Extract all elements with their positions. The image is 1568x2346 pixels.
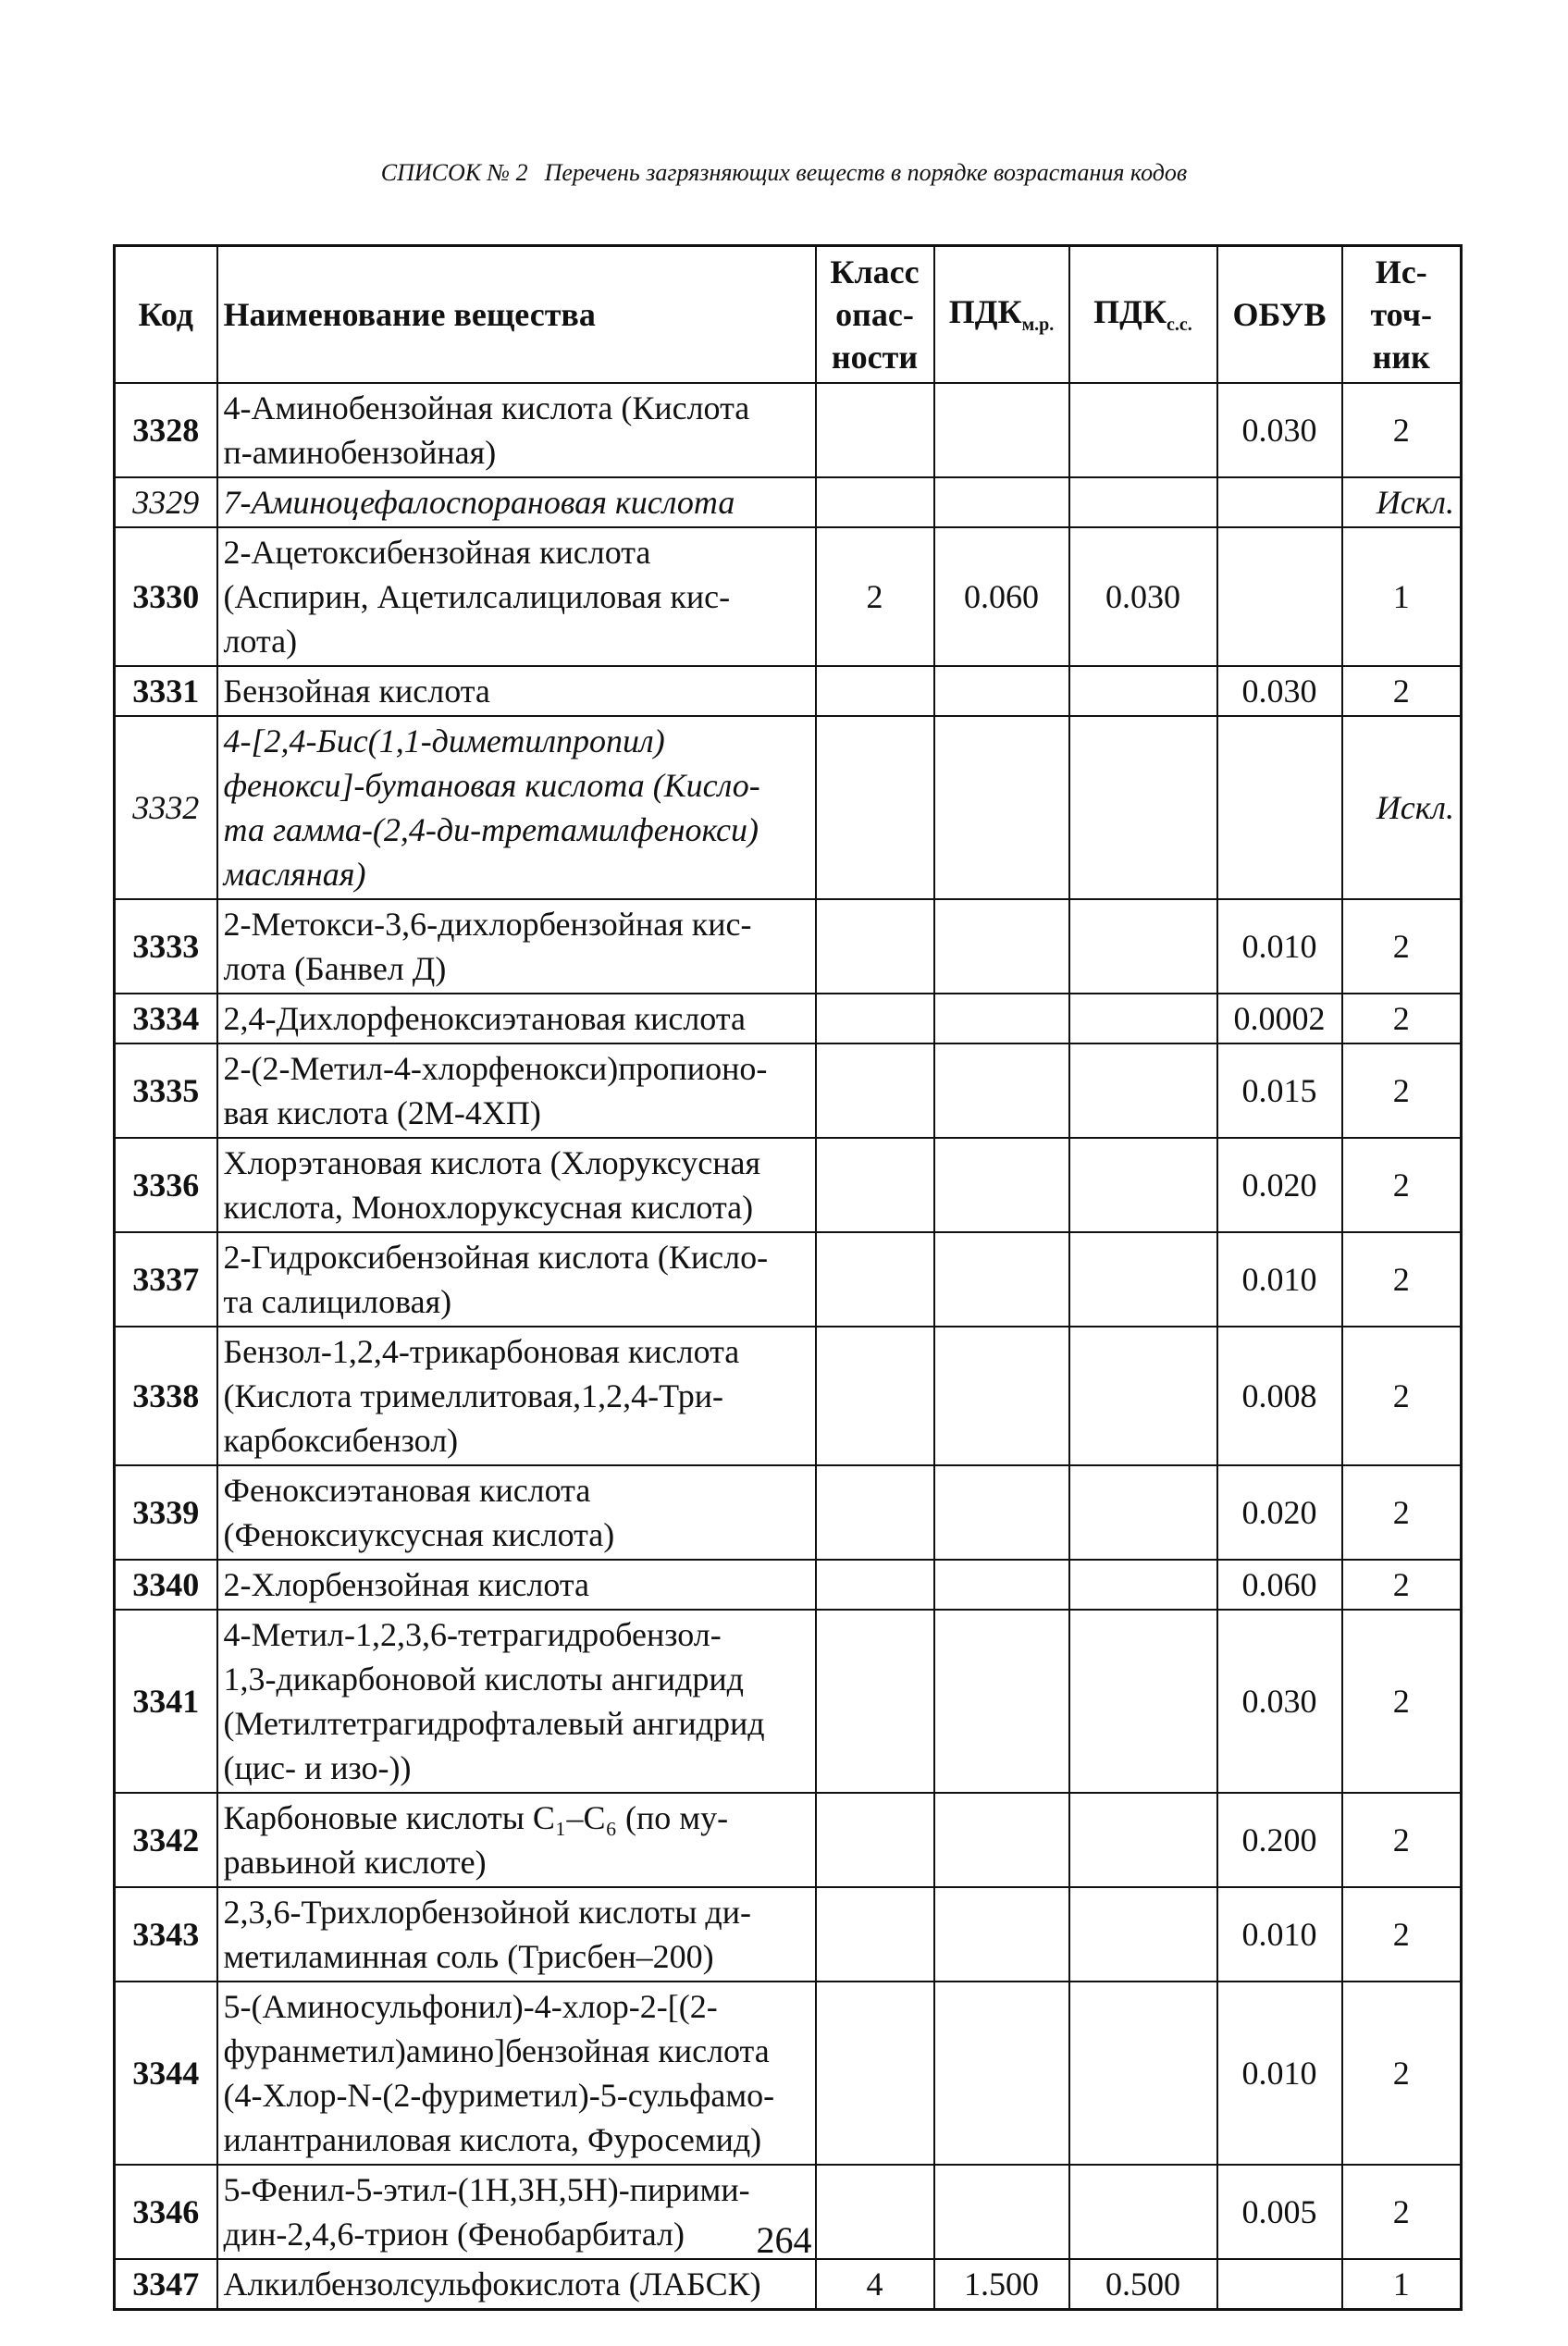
cell-source: Искл. [1342,716,1462,899]
cell-hazard-class [816,1610,934,1793]
cell-pdk-ss [1069,899,1217,994]
cell-code: 3343 [115,1887,217,1982]
cell-obuv [1217,477,1342,527]
name-line: (Феноксиуксусная кислота) [223,1516,615,1553]
cell-obuv: 0.020 [1217,1465,1342,1560]
cell-source: 2 [1342,383,1462,477]
cell-source: Искл. [1342,477,1462,527]
cell-source: 2 [1342,1232,1462,1327]
cell-name [217,994,816,1043]
name-line: лота) [223,623,298,660]
cell-name [217,527,816,666]
cell-pdk-ss [1069,1560,1217,1610]
name-line: 7-Аминоцефалоспорановая кислота [223,484,735,521]
cell-code: 3334 [115,994,217,1043]
name-line: 2,3,6-Трихлорбензойной кислоты ди- [223,1894,751,1931]
cell-code: 3335 [115,1043,217,1138]
cell-pdk-mr [934,383,1069,477]
cell-hazard-class [816,1560,934,1610]
cell-code: 3331 [115,666,217,716]
table-row [115,1887,1462,1982]
header-source: Ис- точ- ник [1342,246,1462,384]
cell-pdk-ss: 0.030 [1069,527,1217,666]
cell-obuv: 0.030 [1217,383,1342,477]
cell-pdk-ss [1069,716,1217,899]
cell-pdk-mr [934,1982,1069,2165]
name-line: 2,4-Дихлорфеноксиэтановая кислота [223,1000,746,1037]
cell-code: 3339 [115,1465,217,1560]
cell-name [217,666,816,716]
page-header [0,159,1568,187]
name-line: 4-Метил-1,2,3,6-тетрагидробензол- [223,1616,722,1653]
cell-obuv: 0.200 [1217,1793,1342,1887]
cell-source: 2 [1342,1982,1462,2165]
name-line: Бензол-1,2,4-трикарбоновая кислота [223,1333,740,1370]
header-pdk-ss: $ПДК_{с.с.}$ [1069,246,1217,384]
table-row [115,1327,1462,1465]
cell-hazard-class [816,1887,934,1982]
name-line: равьиной кислоте) [223,1844,487,1881]
cell-obuv: 0.010 [1217,899,1342,994]
table-row [115,383,1462,477]
name-line: 4-Аминобензойная кислота (Кислота [223,389,750,426]
cell-pdk-mr [934,477,1069,527]
name-line: фенокси]-бутановая кислота (Кисло- [223,767,760,804]
table-row [115,477,1462,527]
table-row [115,994,1462,1043]
cell-hazard-class [816,994,934,1043]
cell-pdk-mr [934,1793,1069,1887]
cell-name [217,1887,816,1982]
table-header-row [115,246,1462,384]
cell-source: 2 [1342,1560,1462,1610]
cell-name [217,1982,816,2165]
name-line: Феноксиэтановая кислота [223,1472,591,1509]
table-body [115,383,1462,2310]
cell-pdk-mr [934,994,1069,1043]
substances-table [113,244,1463,2311]
cell-pdk-mr [934,899,1069,994]
cell-pdk-mr [934,1610,1069,1793]
list-title: Перечень загрязняющих веществ в порядке возрастания кодов [544,159,1188,186]
cell-source: 2 [1342,899,1462,994]
cell-hazard-class [816,1232,934,1327]
cell-pdk-ss [1069,1232,1217,1327]
cell-hazard-class [816,383,934,477]
header-code: Код [115,246,217,384]
name-line: та салициловая) [223,1283,452,1320]
cell-code: 3344 [115,1982,217,2165]
name-line: (Метилтетрагидрофталевый ангидрид [223,1705,765,1742]
cell-code: 3337 [115,1232,217,1327]
cell-hazard-class [816,1327,934,1465]
cell-hazard-class [816,1465,934,1560]
cell-name [217,2259,816,2310]
table-row [115,2259,1462,2310]
cell-pdk-mr [934,1465,1069,1560]
name-line: 1,3-дикарбоновой кислоты ангидрид [223,1661,744,1698]
cell-obuv [1217,527,1342,666]
cell-source: 2 [1342,1793,1462,1887]
name-line: Хлорэтановая кислота (Хлоруксусная [223,1144,761,1181]
cell-pdk-mr: 0.060 [934,527,1069,666]
cell-pdk-ss [1069,477,1217,527]
cell-name [217,1465,816,1560]
cell-hazard-class [816,1138,934,1232]
cell-source: 2 [1342,1043,1462,1138]
page-number: 264 [756,2219,812,2261]
cell-name [217,1560,816,1610]
name-line: 5-(Аминосульфонил)-4-хлор-2-[(2- [223,1988,718,2025]
table-row [115,1793,1462,1887]
name-line: дин-2,4,6-трион (Фенобарбитал) [223,2216,685,2253]
cell-obuv: 0.010 [1217,1232,1342,1327]
cell-hazard-class [816,899,934,994]
cell-source: 2 [1342,994,1462,1043]
header-hazard-class: Класс опас- ности [816,246,934,384]
cell-hazard-class: 4 [816,2259,934,2310]
cell-pdk-mr [934,1327,1069,1465]
cell-obuv: 0.008 [1217,1327,1342,1465]
name-line: (Кислота тримеллитовая,1,2,4-Три- [223,1377,723,1414]
cell-obuv: 0.030 [1217,1610,1342,1793]
cell-pdk-mr [934,666,1069,716]
cell-code: 3336 [115,1138,217,1232]
cell-pdk-ss [1069,1465,1217,1560]
list-label: СПИСОК № 2 [380,159,528,186]
cell-pdk-mr [934,1887,1069,1982]
table-row [115,1465,1462,1560]
cell-hazard-class: 2 [816,527,934,666]
name-line: (цис- и изо-)) [223,1749,412,1786]
cell-name [217,899,816,994]
name-line: 2-Хлорбензойная кислота [223,1566,589,1603]
cell-source: 2 [1342,1327,1462,1465]
cell-obuv [1217,2259,1342,2310]
cell-code: 3340 [115,1560,217,1610]
cell-source: 2 [1342,1610,1462,1793]
header-name: Наименование вещества [217,246,816,384]
cell-name [217,716,816,899]
header-obuv: ОБУВ [1217,246,1342,384]
table-row [115,1560,1462,1610]
cell-obuv: 0.015 [1217,1043,1342,1138]
name-line: карбоксибензол) [223,1422,459,1459]
cell-pdk-mr [934,716,1069,899]
cell-obuv: 0.010 [1217,1887,1342,1982]
name-line: п-аминобензойная) [223,434,497,471]
cell-hazard-class [816,716,934,899]
cell-pdk-ss [1069,994,1217,1043]
name-line: Карбоновые кислоты C₁–C₆ (по му- [223,1799,729,1836]
cell-source: 2 [1342,1887,1462,1982]
cell-pdk-mr [934,1138,1069,1232]
cell-name [217,1043,816,1138]
cell-hazard-class [816,1793,934,1887]
cell-source: 1 [1342,2259,1462,2310]
cell-hazard-class [816,666,934,716]
cell-obuv: 0.005 [1217,2165,1342,2259]
name-line: илантраниловая кислота, Фуросемид) [223,2121,762,2158]
cell-code: 3341 [115,1610,217,1793]
cell-code: 3328 [115,383,217,477]
name-line: масляная) [223,856,366,893]
cell-name [217,1232,816,1327]
cell-source: 2 [1342,1138,1462,1232]
name-line: Бензойная кислота [223,673,490,710]
cell-pdk-ss [1069,1043,1217,1138]
cell-pdk-ss [1069,1793,1217,1887]
name-line: 5-Фенил-5-этил-(1Н,3Н,5Н)-пирими- [223,2171,750,2208]
cell-code: 3346 [115,2165,217,2259]
cell-code: 3333 [115,899,217,994]
name-line: 4-[2,4-Бис(1,1-диметилпропил) [223,722,665,759]
table-row [115,1610,1462,1793]
cell-code: 3329 [115,477,217,527]
cell-code: 3347 [115,2259,217,2310]
cell-pdk-ss [1069,666,1217,716]
cell-pdk-ss [1069,1138,1217,1232]
cell-pdk-ss [1069,1887,1217,1982]
cell-code: 3332 [115,716,217,899]
cell-code: 3330 [115,527,217,666]
cell-obuv [1217,716,1342,899]
cell-name [217,1610,816,1793]
cell-pdk-ss: 0.500 [1069,2259,1217,2310]
table-row [115,527,1462,666]
cell-hazard-class [816,1982,934,2165]
table-row [115,1043,1462,1138]
cell-obuv: 0.0002 [1217,994,1342,1043]
cell-obuv: 0.020 [1217,1138,1342,1232]
cell-name [217,477,816,527]
cell-hazard-class [816,477,934,527]
cell-name [217,1327,816,1465]
cell-source: 2 [1342,2165,1462,2259]
table-row [115,1982,1462,2165]
name-line: вая кислота (2М-4ХП) [223,1094,541,1131]
cell-pdk-ss [1069,1327,1217,1465]
name-line: та гамма-(2,4-ди-третамилфенокси) [223,811,759,848]
cell-pdk-ss [1069,383,1217,477]
name-line: кислота, Монохлоруксусная кислота) [223,1189,754,1226]
name-line: метиламинная соль (Трисбен–200) [223,1938,714,1975]
table-row [115,666,1462,716]
table-row [115,899,1462,994]
name-line: 2-Гидроксибензойная кислота (Кисло- [223,1239,769,1276]
cell-source: 2 [1342,1465,1462,1560]
name-line: 2-Метокси-3,6-дихлорбензойная кис- [223,906,752,943]
cell-source: 1 [1342,527,1462,666]
table-row [115,1138,1462,1232]
header-pdk-mr: $ПДК_{м.р.}$ [934,246,1069,384]
cell-pdk-mr [934,1043,1069,1138]
table-row [115,716,1462,899]
name-line: (Аспирин, Ацетилсалициловая кис- [223,578,731,615]
cell-obuv: 0.010 [1217,1982,1342,2165]
cell-name [217,383,816,477]
cell-name [217,1793,816,1887]
name-line: 2-Ацетоксибензойная кислота [223,534,651,571]
cell-hazard-class [816,1043,934,1138]
cell-code: 3342 [115,1793,217,1887]
cell-obuv: 0.030 [1217,666,1342,716]
name-line: 2-(2-Метил-4-хлорфенокси)пропионо- [223,1050,768,1087]
cell-pdk-mr: 1.500 [934,2259,1069,2310]
name-line: фуранметил)амино]бензойная кислота [223,2032,770,2069]
table-row [115,1232,1462,1327]
cell-pdk-ss [1069,1610,1217,1793]
cell-code: 3338 [115,1327,217,1465]
name-line: лота (Банвел Д) [223,950,447,987]
cell-obuv: 0.060 [1217,1560,1342,1610]
cell-pdk-mr [934,1232,1069,1327]
cell-source: 2 [1342,666,1462,716]
name-line: (4-Хлор-N-(2-фуриметил)-5-сульфамо- [223,2077,775,2114]
cell-name [217,1138,816,1232]
cell-pdk-ss [1069,1982,1217,2165]
name-line: Алкилбензолсульфокислота (ЛАБСК) [223,2266,761,2303]
cell-pdk-mr [934,1560,1069,1610]
